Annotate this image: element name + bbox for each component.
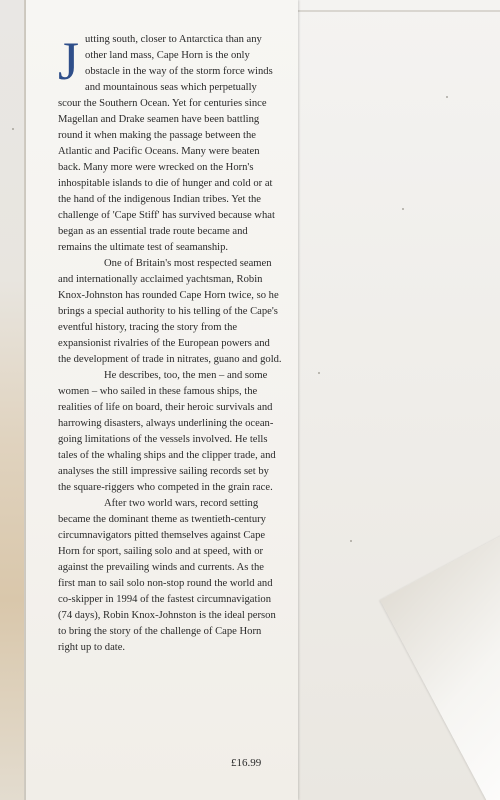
speck xyxy=(402,208,404,210)
blurb-paragraph-3: He describes, too, the men – and some women – who sailed in these famous ships, the realities of life on board, their heroic survivals and harrowing disasters, always underlining the ocean-going limitations of the vessels involved. He tells tales of the whaling ships and the clipper trade, and analyses the still impressive sailing records set by the square-riggers who competed in the grain race. xyxy=(58,370,276,493)
blurb-paragraph-2: One of Britain's most respected seamen and internationally acclaimed yachtsman, Robin Knox-Johnston has rounded Cape Horn twice, so he brings a special authority to his telling of the Cape's eventful history, tracing the story from the expansionist rivalries of the European powers and the development of trade in nitrates, guano and gold. xyxy=(58,258,282,365)
drop-cap: J xyxy=(58,31,80,91)
paragraph-1-text: utting south, closer to Antarctica than any other land mass, Cape Horn is the only obstacle in the way of the storm force winds and mountainous seas which perpetually scour the Southern Ocean. Yet for centuries since Magellan and Drake seamen have been battling round it when making the passage between the Atlantic and Pacific Oceans. Many were beaten back. Many more were wrecked on the Horn's inhospitable islands to die of hunger and cold or at the hand of the indigenous Indian tribes. Yet the challenge of 'Cape Stiff' has survived because what began as an essential trade route became and remains the ultimate test of seamanship. xyxy=(58,34,275,253)
blurb-paragraph-4: After two world wars, record setting became the dominant theme as twentieth-century circumnavigators pitted themselves against Cape Horn for sport, sailing solo and at speed, with or against the prevailing winds and currents. As the first man to sail solo non-stop round the world and co-skipper in 1994 of the fastest circumnavigation (74 days), Robin Knox-Johnston is the ideal person to bring the story of the challenge of Cape Horn right up to date. xyxy=(58,498,276,653)
price-label: £16.99 xyxy=(231,757,262,769)
blurb-paragraph-1 xyxy=(58,32,282,256)
speck xyxy=(446,96,448,98)
blurb-text xyxy=(58,32,282,656)
cover-edge xyxy=(0,0,26,800)
speck xyxy=(350,540,352,542)
speck xyxy=(12,128,14,130)
fold-line xyxy=(298,10,500,12)
speck xyxy=(318,372,320,374)
